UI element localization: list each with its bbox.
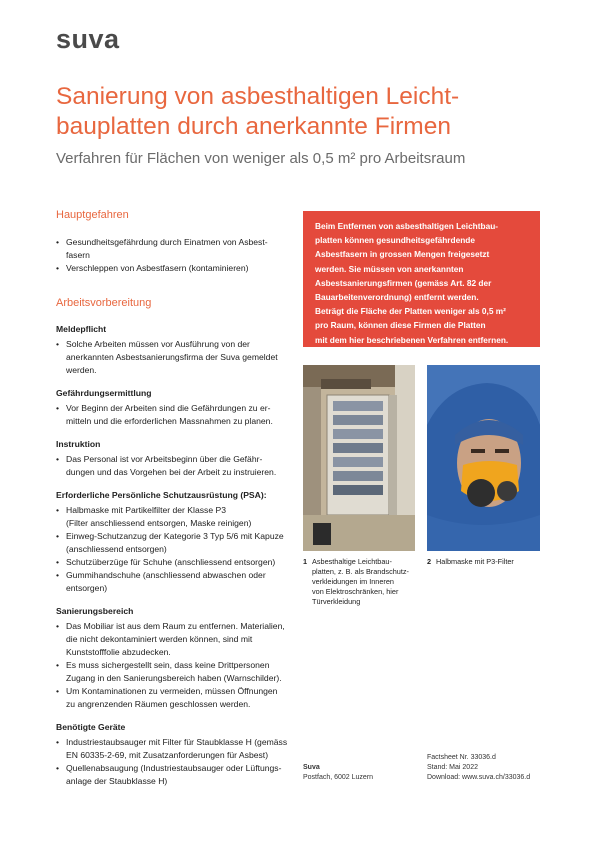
main-hazards-list	[56, 236, 306, 275]
notice-line: Beim Entfernen von asbesthaltigen Leichtbau-	[315, 221, 499, 231]
prep-block	[56, 605, 306, 711]
notice-box	[303, 211, 540, 347]
list-item-line: • Solche Arbeiten müssen vor Ausführung von der	[66, 339, 250, 349]
list-item	[56, 402, 306, 428]
prep-block-title: Erforderliche Persönliche Schutzausrüstung (PSA):	[56, 490, 267, 500]
caption-line: Asbesthaltige Leichtbau-	[312, 557, 392, 566]
list-item-line: (Filter anschliessend entsorgen, Maske reinigen)	[66, 518, 252, 528]
list-item-line: • Gummihandschuhe (anschliessend abwaschen oder	[66, 570, 266, 580]
list-item-line: entsorgen)	[66, 583, 108, 593]
prep-block-list	[56, 453, 306, 479]
prep-block-list	[56, 620, 306, 711]
notice-line: mit dem hier beschriebenen Verfahren entfernen.	[315, 334, 509, 345]
list-item	[56, 620, 306, 659]
notice-line: Asbestfasern in grossen Mengen freigesetzt	[315, 249, 490, 260]
list-item-line: • Das Personal ist vor Arbeitsbeginn über die Gefähr-	[66, 454, 263, 464]
caption-line: von Elektroschränken, hier	[312, 587, 399, 596]
mask-image	[427, 365, 540, 551]
list-item	[56, 556, 306, 569]
list-item	[56, 453, 306, 479]
prep-block-list	[56, 736, 306, 788]
prep-block-list	[56, 338, 306, 377]
notice-line: Beträgt die Fläche der Platten weniger als 0,5 m²	[315, 306, 506, 317]
prep-block-title: Meldepflicht	[56, 324, 107, 334]
figure-2-number: 2	[427, 557, 432, 566]
footer-org: Suva	[303, 764, 320, 771]
list-item-line: anlage der Staubklasse H)	[66, 776, 168, 786]
list-item	[56, 504, 306, 530]
figure-1-number: 1	[303, 557, 308, 566]
list-item	[56, 762, 306, 788]
list-item-line: die nicht dekontaminiert werden können, sind mit	[66, 634, 253, 644]
prep-block-title: Sanierungsbereich	[56, 606, 134, 616]
notice-line: Asbestsanierungsfirmen (gemäss Art. 82 der	[315, 277, 492, 288]
prep-block	[56, 323, 306, 377]
footer-meta	[427, 753, 530, 783]
list-item-line: werden.	[66, 365, 97, 375]
prep-block	[56, 489, 306, 595]
prep-block-list	[56, 402, 306, 428]
footer-postal: Postfach, 6002 Luzern	[303, 774, 374, 781]
caption-line: platten, z. B. als Brandschutz-	[312, 567, 409, 576]
notice-line: werden. Sie müssen von anerkannten	[315, 263, 464, 274]
list-item	[56, 736, 306, 762]
prep-block	[56, 387, 306, 428]
list-item-line: • Das Mobiliar ist aus dem Raum zu entfernen. Materialien,	[66, 621, 285, 631]
title-line: Sanierung von asbesthaltigen Leicht-	[56, 83, 460, 110]
prep-block-title: Benötigte Geräte	[56, 722, 126, 732]
list-item	[56, 659, 306, 685]
list-item-line: dungen und das Vorgehen bei der Arbeit zu instruieren.	[66, 467, 277, 477]
list-item-line: EN 60335-2-69, mit Zusatzanforderungen für Asbest)	[66, 750, 269, 760]
list-item-line: • Halbmaske mit Partikelfilter der Klasse P3	[66, 505, 226, 515]
caption-line: Halbmaske mit P3-Filter	[436, 557, 514, 566]
list-item-line: fasern	[66, 250, 90, 260]
title-line: bauplatten durch anerkannte Firmen	[56, 113, 451, 140]
list-item-line: (anschliessend entsorgen)	[66, 544, 167, 554]
list-item	[56, 569, 306, 595]
page-title	[56, 82, 536, 142]
list-item-line: • Schutzüberzüge für Schuhe (anschliessend entsorgen)	[66, 557, 276, 567]
figure-2-caption	[427, 557, 542, 567]
list-item-line: zu angrenzenden Räumen geschlossen werden.	[66, 699, 251, 709]
list-item-line: • Quellenabsaugung (Industriestaubsauger oder Lüftungs-	[66, 763, 282, 773]
prep-block-title: Gefährdungsermittlung	[56, 388, 152, 398]
prep-block-list	[56, 504, 306, 595]
list-item-line: • Einweg-Schutzanzug der Kategorie 3 Typ 5/6 mit Kapuze	[66, 531, 284, 541]
preparation-heading: Arbeitsvorbereitung	[56, 297, 152, 309]
prep-block-title: Instruktion	[56, 439, 101, 449]
cabinet-photo	[303, 365, 415, 551]
notice-line: Bauarbeitenverordnung) entfernt werden.	[315, 292, 479, 303]
preparation-content	[56, 323, 306, 798]
list-item-line: • Verschleppen von Asbestfasern (kontaminieren)	[66, 263, 249, 273]
list-item-line: Kunststofffolie abzudecken.	[66, 647, 171, 657]
list-item-line: • Gesundheitsgefährdung durch Einatmen von Asbest-	[66, 237, 268, 247]
footer-factsheet: Factsheet Nr. 33036.d	[427, 754, 496, 761]
list-item-line: • Vor Beginn der Arbeiten sind die Gefährdungen zu er-	[66, 403, 271, 413]
prep-block	[56, 721, 306, 788]
list-item-line: • Industriestaubsauger mit Filter für Staubklasse H (gemäss	[66, 737, 288, 747]
list-item-line: • Es muss sichergestellt sein, dass keine Drittpersonen	[66, 660, 270, 670]
list-item-line: Zugang in den Sanierungsbereich haben (Warnschilder).	[66, 673, 282, 683]
caption-line: Türverkleidung	[312, 597, 361, 606]
footer-address	[303, 763, 373, 783]
list-item	[56, 236, 306, 262]
figure-1-caption	[303, 557, 418, 607]
footer-download: Download: www.suva.ch/33036.d	[427, 774, 531, 781]
list-item-line: anerkannten Asbestsanierungsfirma der Suva gemeldet	[66, 352, 278, 362]
notice-line: platten können gesundheitsgefährdende	[315, 235, 475, 246]
list-item	[56, 530, 306, 556]
main-hazards-heading: Hauptgefahren	[56, 209, 129, 221]
list-item-line: • Um Kontaminationen zu vermeiden, müssen Öffnungen	[66, 686, 278, 696]
page-subtitle: Verfahren für Flächen von weniger als 0,5 m² pro Arbeitsraum	[56, 150, 466, 167]
list-item	[56, 685, 306, 711]
list-item	[56, 262, 306, 275]
mask-photo	[427, 365, 540, 551]
list-item-line: mitteln und die erforderlichen Massnahmen zu planen.	[66, 416, 273, 426]
prep-block	[56, 438, 306, 479]
notice-line: pro Raum, können diese Firmen die Platten	[315, 320, 486, 331]
suva-logo: suva	[56, 24, 120, 54]
list-item	[56, 338, 306, 377]
cabinet-image	[303, 365, 415, 551]
footer-status: Stand: Mai 2022	[427, 764, 478, 771]
caption-line: verkleidungen im Inneren	[312, 577, 394, 586]
